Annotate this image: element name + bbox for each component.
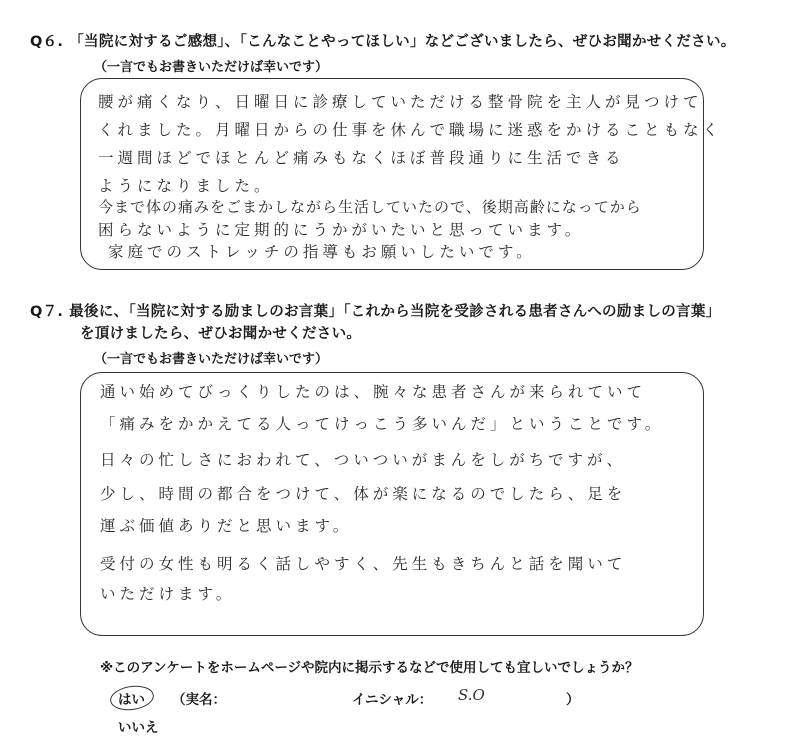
q7-answer-line: 運ぶ価値ありだと思います。	[100, 517, 353, 535]
q7-answer-line: 少し、時間の都合をつけて、体が楽になるのでしたら、足を	[100, 485, 627, 503]
q7-answer-line: 日々の忙しさにおわれて、ついついがまんをしがちですが、	[100, 451, 627, 469]
q7-question	[30, 300, 720, 321]
q7-answer-line: 「痛みをかかえてる人ってけっこう多いんだ」ということです。	[100, 415, 665, 433]
q7-answer-line: 通い始めてびっくりしたのは、腕々な患者さんが来られていて	[100, 383, 647, 401]
q7-number: Q７.	[30, 304, 64, 320]
option-yes[interactable]: はい	[118, 692, 145, 708]
q7-line1: 最後に、「当院に対する励ましのお言葉」「これから当院を受診される患者さんへの励ましの言葉」	[69, 304, 721, 320]
q7-line2: を頂けましたら、ぜひお聞かせください。	[80, 326, 362, 342]
q6-text: 「当院に対するご感想」、「こんなことやってほしい」などございましたら、ぜひお聞かせください。	[69, 34, 736, 50]
q6-answer-line: 今まで体の痛みをごまかしながら生活していたので、後期高齢になってから	[98, 198, 642, 216]
q7-note: （一言でもお書きいただけば幸いです）	[94, 352, 329, 367]
q6-answer-line: 腰が痛くなり、日曜日に診療していただける整骨院を主人が見つけて	[98, 93, 703, 111]
initial-label: イニシャル：	[352, 692, 433, 708]
option-no[interactable]: いいえ	[118, 720, 159, 736]
initial-value: S.O	[458, 686, 485, 704]
publish-consent-question: ※このアンケートをホームページや院内に掲示するなどで使用しても宜しいでしょうか？	[100, 660, 639, 676]
q6-answer-line: くれました。月曜日からの仕事を休んで職場に迷惑をかけることもなく	[98, 121, 723, 139]
q7-answer-line: いただけます。	[100, 585, 236, 603]
q6-answer-line: 困らないように定期的にうかがいたいと思っています。	[98, 221, 585, 239]
q6-answer-line: 家庭でのストレッチの指導もお願いしたいです。	[108, 243, 536, 261]
real-name-label: （実名：	[172, 692, 226, 708]
q6-answer-line: 一週間ほどでほとんど痛みもなくほぼ普段通りに生活できる	[98, 149, 625, 167]
q6-number: Q６.	[30, 34, 64, 50]
close-paren: ）	[566, 692, 580, 708]
q6-answer-line: ようになりました。	[98, 177, 274, 195]
q6-note: （一言でもお書きいただけば幸いです）	[94, 60, 329, 75]
q6-question	[30, 30, 736, 51]
q7-answer-line: 受付の女性も明るく話しやすく、先生もきちんと話を聞いて	[100, 555, 627, 573]
